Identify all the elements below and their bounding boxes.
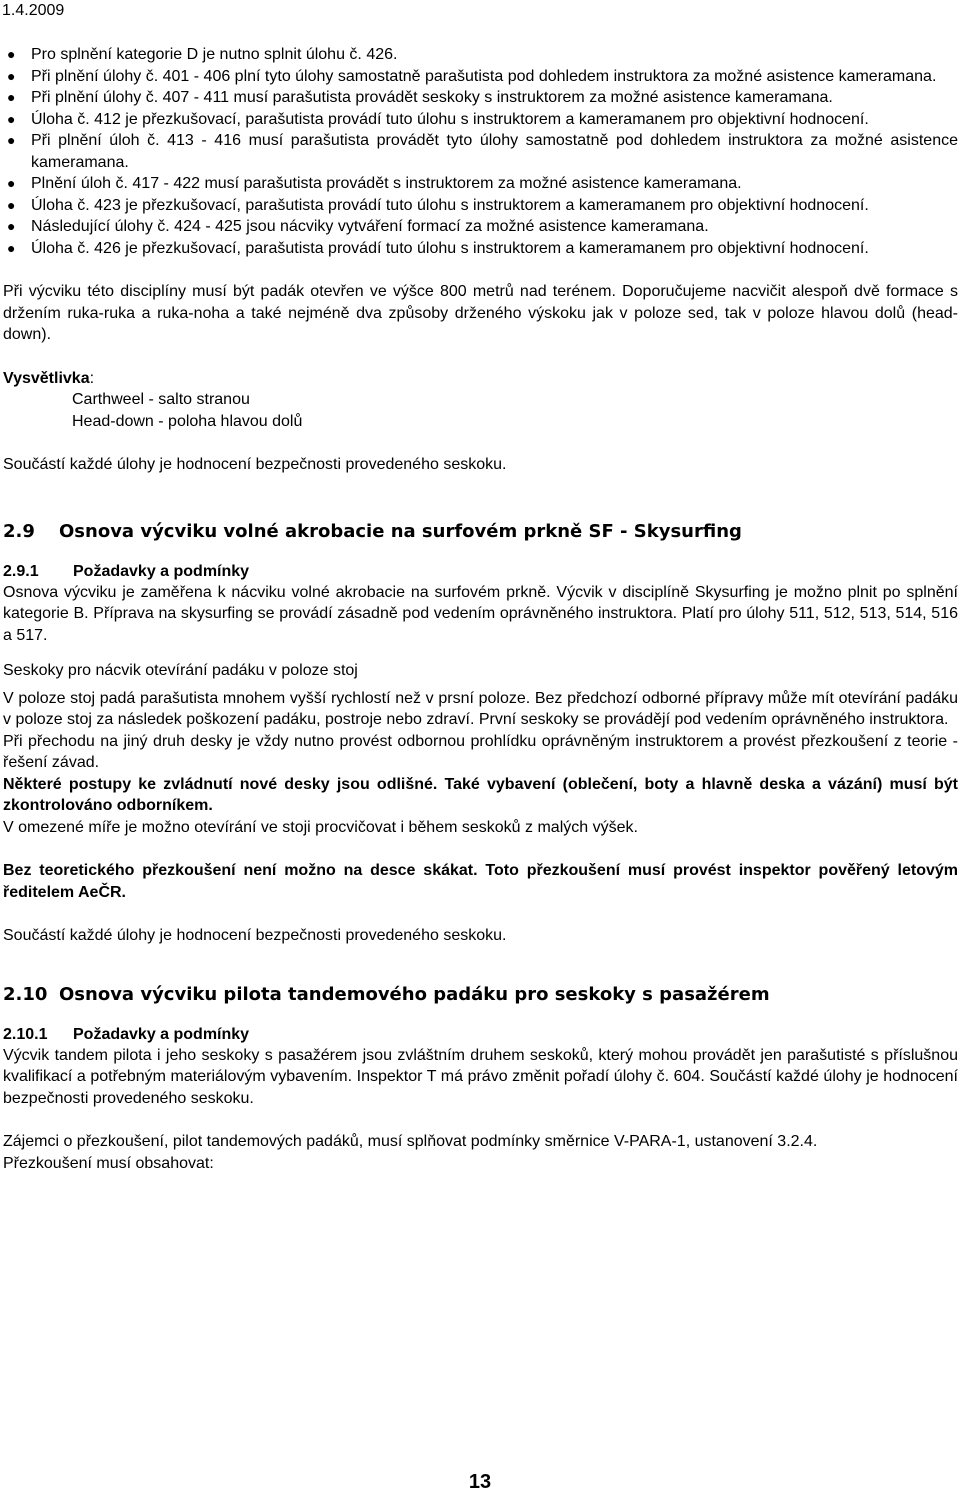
- header-date: 1.4.2009: [2, 2, 65, 19]
- list-item: [3, 130, 958, 173]
- page-number: 13: [468, 1471, 492, 1493]
- safety-note: Součástí každé úlohy je hodnocení bezpečnosti provedeného seskoku.: [3, 456, 507, 473]
- bullet-icon: ●: [7, 67, 16, 84]
- list-item: [3, 109, 958, 131]
- list-item-text: Při plnění úlohy č. 407 - 411 musí parašutista provádět seskoky s instruktorem za možné asistence kameramana.: [31, 89, 833, 106]
- theory-exam-paragraph: Bez teoretického přezkoušení není možno na desce skákat. Toto přezkoušení musí provést inspektor pověřený letovým ředitelem AeČR.: [3, 862, 958, 901]
- stand-opening-heading: Seskoky pro nácvik otevírání padáku v poloze stoj: [3, 662, 358, 679]
- legend-item: Carthweel - salto stranou: [72, 391, 250, 408]
- document-body: [3, 44, 958, 1174]
- category-d-bullet-list: [3, 44, 958, 259]
- legend-colon: :: [89, 369, 95, 387]
- list-item-text: Při plnění úlohy č. 401 - 406 plní tyto úlohy samostatně parašutista pod dohledem instruktora za možné asistence kameramana.: [31, 67, 937, 85]
- section-title: Osnova výcviku volné akrobacie na surfovém prkně SF - Skysurfing: [59, 520, 742, 542]
- subsection-title: Požadavky a podmínky: [73, 562, 250, 580]
- bullet-icon: ●: [7, 196, 16, 213]
- legend-heading: [3, 368, 958, 390]
- legend-title: Vysvětlivka: [3, 369, 90, 387]
- list-item: [3, 216, 958, 238]
- board-change-paragraph: Při přechodu na jiný druh desky je vždy nutno provést odbornou prohlídku oprávněným instruktorem a provést přezkoušení z teorie - řešení závad.: [3, 732, 958, 771]
- list-item: [3, 44, 958, 66]
- applicants-paragraph: Zájemci o přezkoušení, pilot tandemových padáků, musí splňovat podmínky směrnice V-PARA-1, ustanovení 3.2.4.: [3, 1133, 818, 1150]
- list-item-text: Úloha č. 412 je přezkušovací, parašutista provádí tuto úlohu s instruktorem a kameramanem pro objektivní hodnocení.: [31, 110, 869, 128]
- list-item: [3, 238, 958, 260]
- list-item: [3, 195, 958, 217]
- list-item-text: Při plnění úloh č. 413 - 416 musí parašutista provádět tyto úlohy samostatně pod dohledem instruktora za možné asistence kameramana.: [31, 132, 958, 171]
- list-item: [3, 87, 958, 109]
- bullet-icon: ●: [7, 218, 16, 234]
- section-number: 2.10: [3, 983, 48, 1005]
- section-title: Osnova výcviku pilota tandemového padáku pro seskoky s pasažérem: [59, 983, 770, 1005]
- list-item-text: Plnění úloh č. 417 - 422 musí parašutista provádět s instruktorem za možné asistence kameramana.: [31, 175, 742, 192]
- section-number: 2.9: [3, 520, 35, 542]
- subsection-number: 2.9.1: [3, 562, 39, 580]
- bullet-icon: ●: [7, 46, 16, 62]
- skysurfing-paragraph: Osnova výcviku je zaměřena k nácviku volné akrobacie na surfovém prkně. Výcvik v disciplíně Skysurfing je možno plnit po splnění kategorie B. Příprava na skysurfing se provádí zásadně pod vedením oprávněného instruktora. Platí pro úlohy 511, 512, 513, 514, 516 a 517.: [3, 583, 958, 644]
- section-heading-2-9: [3, 520, 958, 544]
- board-procedures-paragraph: Některé postupy ke zvládnutí nové desky jsou odlišné. Také vybavení (oblečení, boty a hlavně deska a vázání) musí být zkontrolováno odborníkem.: [3, 775, 958, 814]
- bullet-icon: ●: [7, 175, 16, 191]
- list-item-text: Následující úlohy č. 424 - 425 jsou nácviky vytváření formací za možné asistence kameramana.: [31, 218, 709, 235]
- training-paragraph: Při výcviku této disciplíny musí být padák otevřen ve výšce 800 metrů nad terénem. Doporučujeme nacvičit alespoň dvě formace s držením ruka-ruka a ruka-noha a také nejméně dva způsoby drženého výskoku jak v poloze sed, tak v poloze hlavou dolů (head-down).: [3, 283, 958, 343]
- subsection-number: 2.10.1: [3, 1025, 48, 1043]
- bullet-icon: ●: [7, 110, 16, 127]
- bullet-icon: ●: [7, 89, 16, 105]
- list-item-text: Úloha č. 426 je přezkušovací, parašutista provádí tuto úlohu s instruktorem a kameramanem pro objektivní hodnocení.: [31, 239, 869, 257]
- subsection-heading-2-9-1: [3, 561, 958, 582]
- tandem-paragraph: Výcvik tandem pilota i jeho seskoky s pasažérem jsou zvláštním druhem seskoků, který mohou provádět jen parašutisté s příslušnou kvalifikací a potřebným materiálovým vybavením. Inspektor T má právo změnit pořadí úlohy č. 604. Součástí každé úlohy je hodnocení bezpečnosti provedeného seskoku.: [3, 1046, 958, 1107]
- low-altitude-paragraph: V omezené míře je možno otevírání ve stoji procvičovat i během seskoků z malých výšek.: [3, 818, 638, 836]
- list-item: [3, 66, 958, 88]
- bullet-icon: ●: [7, 132, 16, 148]
- subsection-title: Požadavky a podmínky: [73, 1025, 250, 1043]
- list-item-text: Úloha č. 423 je přezkušovací, parašutista provádí tuto úlohu s instruktorem a kameramanem pro objektivní hodnocení.: [31, 196, 869, 214]
- list-item: [3, 173, 958, 195]
- stand-position-paragraph: V poloze stoj padá parašutista mnohem vyšší rychlostí než v prsní poloze. Bez předchozí odborné přípravy může mít otevírání padáku v poloze stoj za následek poškození padáku, postroje nebo zdraví. První seskoky se provádějí pod vedením oprávněného instruktora.: [3, 689, 958, 728]
- safety-note: Součástí každé úlohy je hodnocení bezpečnosti provedeného seskoku.: [3, 927, 507, 944]
- subsection-heading-2-10-1: [3, 1024, 958, 1045]
- section-heading-2-10: [3, 983, 958, 1007]
- legend-item: Head-down - poloha hlavou dolů: [72, 412, 303, 430]
- exam-contents-paragraph: Přezkoušení musí obsahovat:: [3, 1154, 214, 1172]
- bullet-icon: ●: [7, 239, 16, 256]
- list-item-text: Pro splnění kategorie D je nutno splnit úlohu č. 426.: [31, 46, 398, 63]
